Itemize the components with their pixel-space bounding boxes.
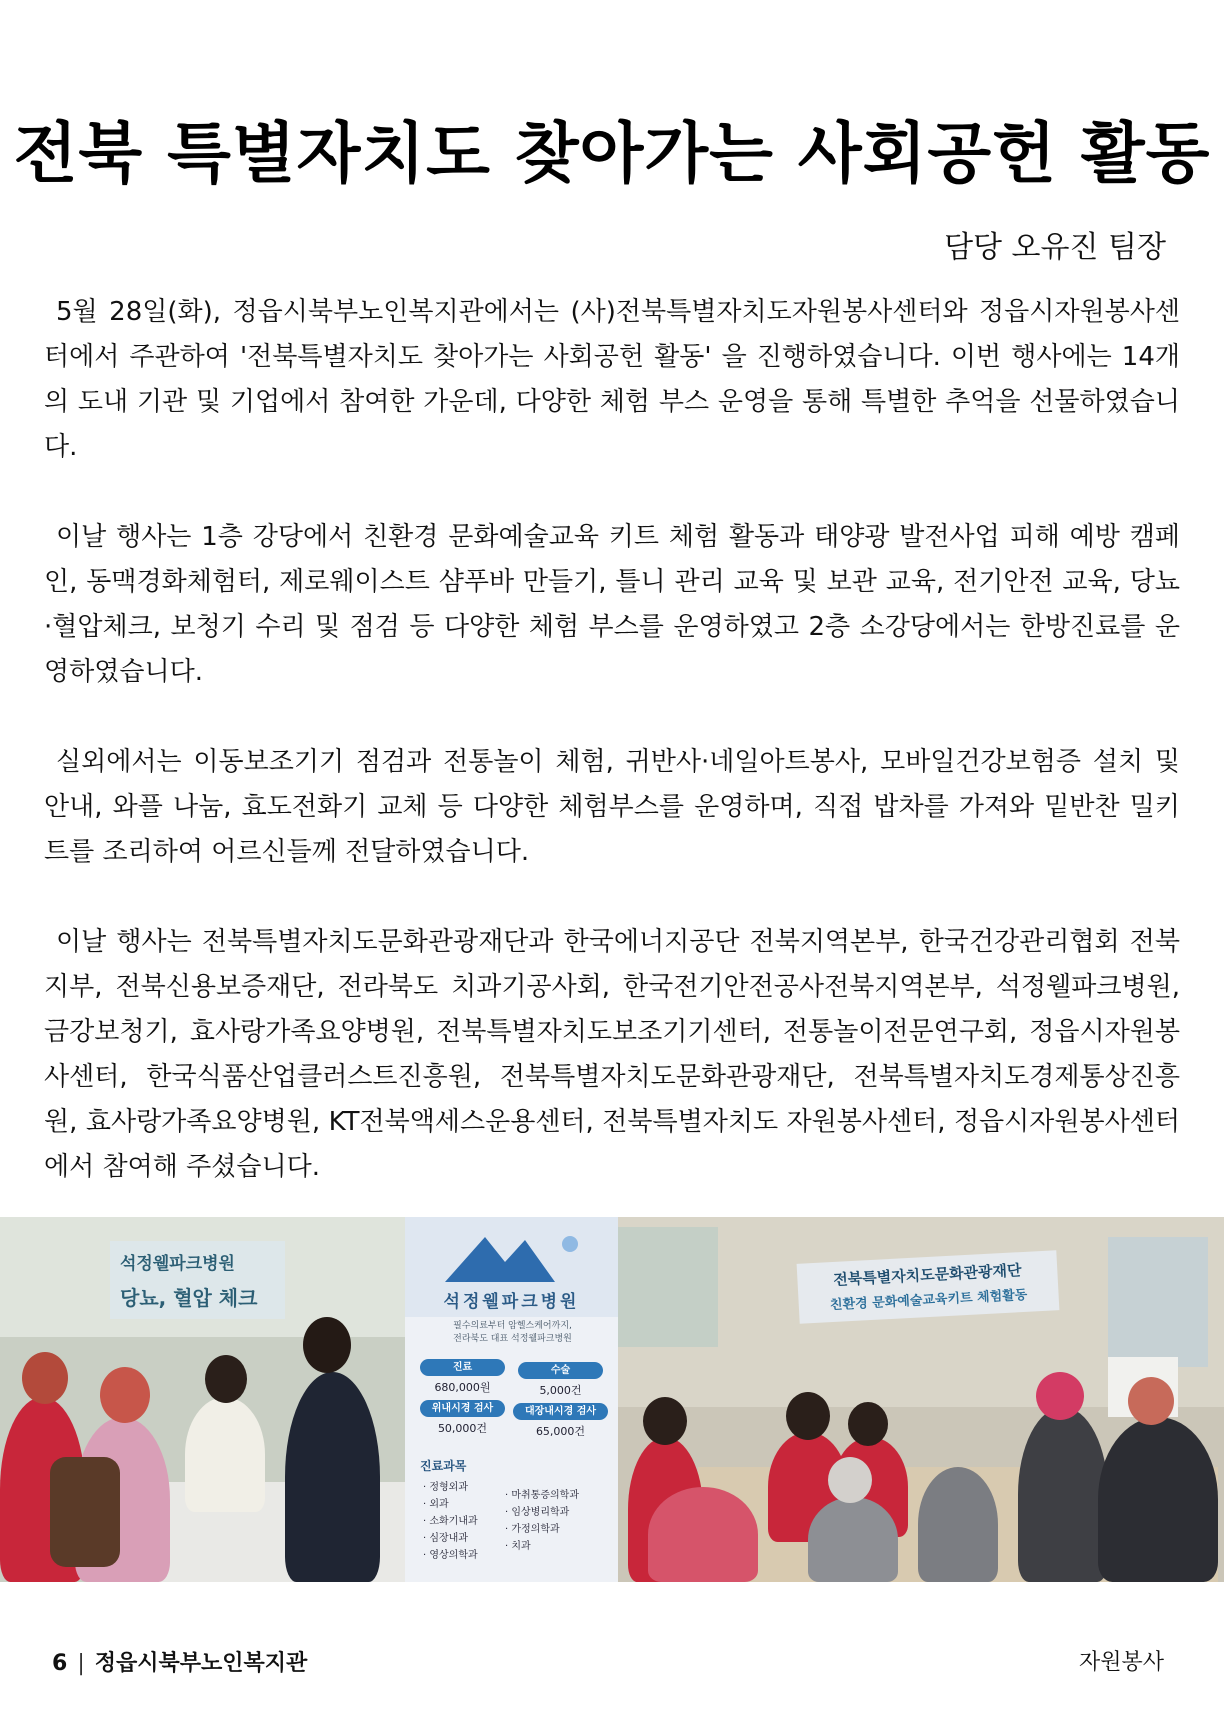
photo-health-check-booth [0, 1217, 405, 1582]
footer-separator: | [77, 1651, 85, 1676]
dept-item: · 외과 [423, 1499, 449, 1510]
person-head [22, 1352, 68, 1404]
dept-item: · 임상병리학과 [505, 1507, 570, 1518]
person-backpack [50, 1457, 120, 1567]
volunteer-red-vest [648, 1487, 758, 1582]
mountain-logo-icon [445, 1232, 585, 1282]
stat-value: 50,000건 [437, 1422, 488, 1435]
banner-title: 석정웰파크병원 [443, 1292, 580, 1312]
wall-sign-line2: 친환경 문화예술교육키트 체험활동 [829, 1287, 1028, 1314]
footer-page-info [52, 1646, 307, 1677]
participant [1098, 1417, 1218, 1582]
paragraph-1: 5월 28일(화), 정읍시북부노인복지관에서는 (사)전북특별자치도자원봉사센터와 정읍시자원봉사센터에서 주관하여 '전북특별자치도 찾아가는 사회공헌 활동' 을 진행하였습니다. 이번 행사에는 14개의 도내 기관 및 기업에서 참여한 가운데, 다양한 체험 부스 운영을 통해 특별한 추억을 선물하였습니다. [44, 297, 1180, 462]
dept-heading: 진료과목 [420, 1459, 467, 1473]
person-head [786, 1392, 830, 1440]
dept-item: · 소화기내과 [423, 1516, 478, 1527]
paragraph-2: 이날 행사는 1층 강당에서 친환경 문화예술교육 키트 체험 활동과 태양광 발전사업 피해 예방 캠페인, 동맥경화체험터, 제로웨이스트 샴푸바 만들기, 틀니 관리 교육 및 보관 교육, 전기안전 교육, 당뇨·혈압체크, 보청기 수리 및 점검 등 다양한 체험 부스를 운영하였고 2층 소강당에서는 한방진료를 운영하였습니다. [44, 522, 1180, 687]
dept-item: · 치과 [505, 1541, 531, 1552]
person-staff-white [185, 1397, 265, 1512]
banner-subtitle-2: 전라북도 대표 석정웰파크병원 [453, 1334, 572, 1344]
stat-label: 위내시경 검사 [420, 1400, 505, 1417]
stat-value: 680,000원 [434, 1381, 491, 1394]
stat-label: 수술 [518, 1362, 603, 1379]
photo-art-kit-activity [618, 1217, 1224, 1582]
participant-grey [808, 1497, 898, 1582]
person-head [205, 1355, 247, 1403]
photo-strip [0, 1217, 1224, 1582]
booth-sign-line2: 당뇨, 혈압 체크 [120, 1286, 258, 1310]
person-head [303, 1317, 351, 1373]
dept-list-left [423, 1479, 478, 1564]
stat-label: 대장내시경 검사 [513, 1403, 608, 1420]
dept-item: · 심장내과 [423, 1533, 468, 1544]
wall-sign-line1: 전북특별자치도문화관광재단 [832, 1261, 1022, 1289]
dept-item: · 마취통증의학과 [505, 1490, 579, 1501]
banner-subtitle [425, 1320, 600, 1346]
person-head [643, 1397, 687, 1445]
dept-item: · 가정의학과 [505, 1524, 560, 1535]
paragraph-4: 이날 행사는 전북특별자치도문화관광재단과 한국에너지공단 전북지역본부, 한국건강관리협회 전북지부, 전북신용보증재단, 전라북도 치과기공사회, 한국전기안전공사전북지역본부, 석정웰파크병원, 금강보청기, 효사랑가족요양병원, 전북특별자치도보조기기센터, 전통놀이전문연구회, 정읍시자원봉사센터, 한국식품산업클러스트진흥원, 전북특별자치도문화관광재단, 전북특별자치도경제통상진흥원, 효사랑가족요양병원, KT전북액세스운용센터, 전북특별자치도 자원봉사센터, 정읍시자원봉사센터에서 참여해 주셨습니다. [44, 927, 1180, 1182]
article-title: 전북 특별자치도 찾아가는 사회공헌 활동 [13, 115, 1211, 192]
person-staff-suit [285, 1372, 380, 1582]
booth-sign-line1: 석정웰파크병원 [120, 1254, 235, 1274]
paragraph-3: 실외에서는 이동보조기기 점검과 전통놀이 체험, 귀반사·네일아트봉사, 모바일건강보험증 설치 및 안내, 와플 나눔, 효도전화기 교체 등 다양한 체험부스를 운영하며, 직접 밥차를 가져와 밑반찬 밀키트를 조리하여 어르신들께 전달하였습니다. [44, 747, 1180, 867]
person-head [828, 1457, 872, 1503]
footer-organization: 정읍시북부노인복지관 [94, 1651, 308, 1676]
footer-section: 자원봉사 [1078, 1650, 1164, 1675]
person-head [1128, 1377, 1174, 1425]
stat-value: 5,000건 [539, 1384, 582, 1397]
participant-pink-hat [1018, 1407, 1108, 1582]
page-number: 6 [52, 1651, 68, 1676]
person-head [100, 1367, 150, 1423]
dept-item: · 영상의학과 [423, 1550, 478, 1561]
article-author: 담당 오유진 팀장 [944, 230, 1166, 265]
article-body [44, 290, 1180, 1235]
photo-hospital-banner [405, 1217, 618, 1582]
dept-list-right [505, 1487, 579, 1555]
banner-subtitle-1: 필수의료부터 암헬스케어까지, [453, 1321, 572, 1331]
person-head [848, 1402, 888, 1446]
person-head [1036, 1372, 1084, 1420]
booth-sign [110, 1241, 285, 1319]
stat-label: 진료 [420, 1359, 505, 1376]
dept-item: · 정형외과 [423, 1482, 468, 1493]
stat-value: 65,000건 [535, 1425, 586, 1438]
participant [918, 1467, 998, 1582]
